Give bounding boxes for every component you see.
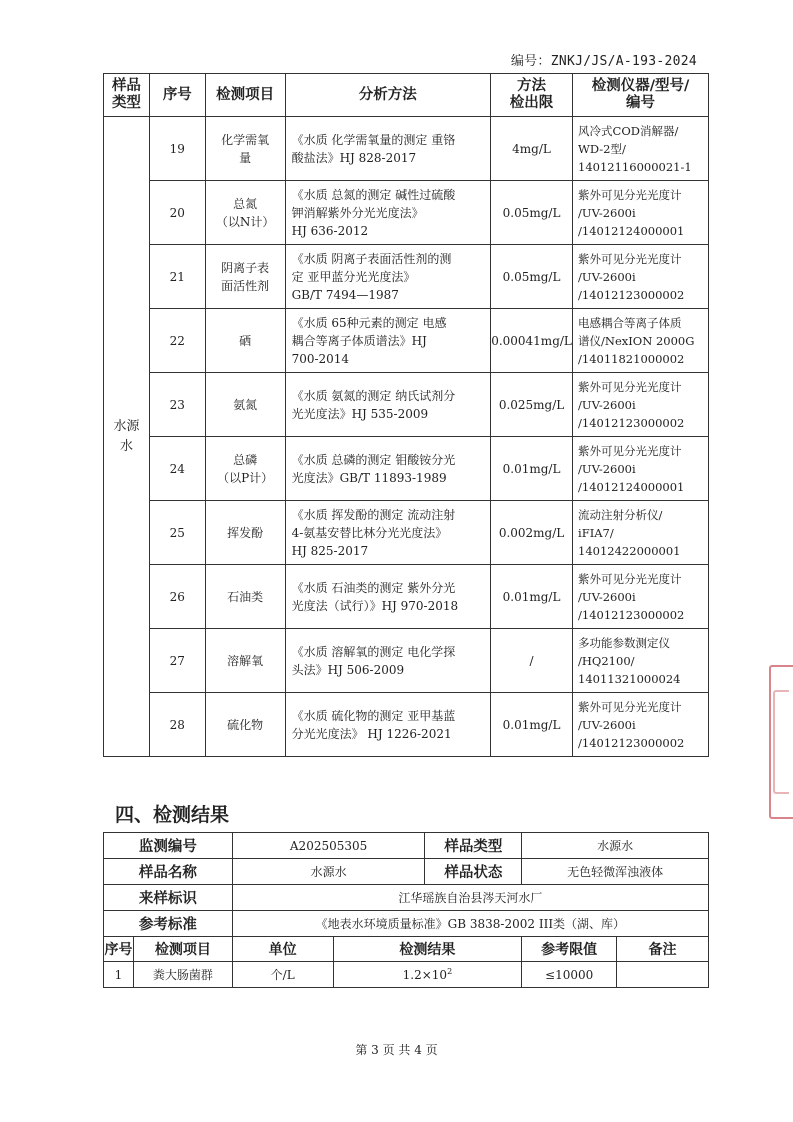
row-instrument: 紫外可见分光光度计 /UV-2600i /14012123000002 — [573, 565, 709, 629]
row-instrument: 紫外可见分光光度计 /UV-2600i /14012123000002 — [573, 693, 709, 757]
row-limit: 0.002mg/L — [491, 501, 573, 565]
result-note — [617, 962, 709, 988]
row-limit: 0.025mg/L — [491, 373, 573, 437]
row-limit: 0.05mg/L — [491, 245, 573, 309]
row-limit: 4mg/L — [491, 117, 573, 181]
method-table — [103, 73, 709, 757]
row-item: 总磷 （以P计） — [205, 437, 285, 501]
sample-type-cell: 水源 水 — [104, 117, 150, 757]
row-method: 《水质 化学需氧量的测定 重铬 酸盐法》HJ 828-2017 — [285, 117, 490, 181]
row-method: 《水质 挥发酚的测定 流动注射 4-氨基安替比林分光光度法》 HJ 825-2017 — [285, 501, 490, 565]
table-row — [104, 117, 709, 181]
sampling-mark-label: 来样标识 — [104, 885, 233, 911]
row-method: 《水质 阴离子表面活性剂的测 定 亚甲蓝分光光度法》 GB/T 7494—1987 — [285, 245, 490, 309]
table-row — [104, 693, 709, 757]
row-instrument: 多功能参数测定仪 /HQ2100/ 14011321000024 — [573, 629, 709, 693]
sample-state-label: 样品状态 — [425, 859, 522, 885]
result-header-note: 备注 — [617, 937, 709, 962]
result-header-seq: 序号 — [104, 937, 134, 962]
seal-stamp-inner-edge — [773, 690, 789, 794]
row-instrument: 流动注射分析仪/ iFIA7/ 14012422000001 — [573, 501, 709, 565]
row-item: 挥发酚 — [205, 501, 285, 565]
row-limit: 0.01mg/L — [491, 693, 573, 757]
row-instrument: 电感耦合等离子体质 谱仪/NexION 2000G /14011821000002 — [573, 309, 709, 373]
result-info-row — [104, 833, 709, 859]
row-item: 总氮 （以N计） — [205, 181, 285, 245]
result-limit: ≤10000 — [522, 962, 617, 988]
result-unit: 个/L — [232, 962, 333, 988]
row-seq: 23 — [149, 373, 205, 437]
row-instrument: 紫外可见分光光度计 /UV-2600i /14012123000002 — [573, 245, 709, 309]
result-seq: 1 — [104, 962, 134, 988]
row-seq: 26 — [149, 565, 205, 629]
row-limit: 0.01mg/L — [491, 437, 573, 501]
sampling-mark-value: 江华瑶族自治县涔天河水厂 — [232, 885, 708, 911]
row-seq: 28 — [149, 693, 205, 757]
header-seq: 序号 — [149, 74, 205, 117]
row-method: 《水质 溶解氧的测定 电化学探 头法》HJ 506-2009 — [285, 629, 490, 693]
table-row — [104, 373, 709, 437]
monitor-no-value: A202505305 — [232, 833, 425, 859]
row-method: 《水质 65种元素的测定 电感 耦合等离子体质谱法》HJ 700-2014 — [285, 309, 490, 373]
row-seq: 19 — [149, 117, 205, 181]
reference-label: 参考标准 — [104, 911, 233, 937]
header-item: 检测项目 — [205, 74, 285, 117]
row-instrument: 紫外可见分光光度计 /UV-2600i /14012124000001 — [573, 437, 709, 501]
table-row — [104, 501, 709, 565]
sample-name-label: 样品名称 — [104, 859, 233, 885]
row-limit: 0.01mg/L — [491, 565, 573, 629]
row-instrument: 风冷式COD消解器/ WD-2型/ 14012116000021-1 — [573, 117, 709, 181]
table-row — [104, 181, 709, 245]
row-method: 《水质 石油类的测定 紫外分光 光度法（试行）》HJ 970-2018 — [285, 565, 490, 629]
table-row — [104, 962, 709, 988]
result-header-item: 检测项目 — [133, 937, 232, 962]
result-header-result: 检测结果 — [333, 937, 522, 962]
row-item: 化学需氧 量 — [205, 117, 285, 181]
row-seq: 25 — [149, 501, 205, 565]
table-row — [104, 245, 709, 309]
row-item: 硫化物 — [205, 693, 285, 757]
row-limit: 0.05mg/L — [491, 181, 573, 245]
row-method: 《水质 总氮的测定 碱性过硫酸 钾消解紫外分光光度法》 HJ 636-2012 — [285, 181, 490, 245]
table-row — [104, 309, 709, 373]
row-limit: / — [491, 629, 573, 693]
sample-state-value: 无色轻微浑浊液体 — [522, 859, 709, 885]
result-info-row — [104, 885, 709, 911]
table-row — [104, 629, 709, 693]
row-item: 溶解氧 — [205, 629, 285, 693]
monitor-no-label: 监测编号 — [104, 833, 233, 859]
result-info-row — [104, 911, 709, 937]
sample-type-label: 样品类型 — [425, 833, 522, 859]
row-seq: 20 — [149, 181, 205, 245]
header-instrument: 检测仪器/型号/ 编号 — [573, 74, 709, 117]
row-instrument: 紫外可见分光光度计 /UV-2600i /14012123000002 — [573, 373, 709, 437]
row-seq: 21 — [149, 245, 205, 309]
result-value — [333, 962, 522, 988]
result-header-row — [104, 937, 709, 962]
row-method: 《水质 氨氮的测定 纳氏试剂分 光光度法》HJ 535-2009 — [285, 373, 490, 437]
result-exponent: 2 — [447, 967, 453, 976]
header-limit: 方法 检出限 — [491, 74, 573, 117]
section-title: 四、检测结果 — [115, 804, 230, 826]
table-row — [104, 565, 709, 629]
reference-value: 《地表水环境质量标准》GB 3838-2002 III类（湖、库） — [232, 911, 708, 937]
result-info-row — [104, 859, 709, 885]
result-base: 1.2×10 — [402, 968, 448, 982]
header-method: 分析方法 — [285, 74, 490, 117]
result-table — [103, 832, 709, 988]
row-instrument: 紫外可见分光光度计 /UV-2600i /14012124000001 — [573, 181, 709, 245]
result-header-limit: 参考限值 — [522, 937, 617, 962]
result-header-unit: 单位 — [232, 937, 333, 962]
table-row — [104, 437, 709, 501]
document-number: 编号：ZNKJ/JS/A-193-2024 — [510, 54, 697, 69]
header-sample-type: 样品 类型 — [104, 74, 150, 117]
sample-type-value: 水源水 — [522, 833, 709, 859]
result-item: 粪大肠菌群 — [133, 962, 232, 988]
row-item: 氨氮 — [205, 373, 285, 437]
row-seq: 27 — [149, 629, 205, 693]
method-table-header — [104, 74, 709, 117]
row-seq: 22 — [149, 309, 205, 373]
row-method: 《水质 总磷的测定 钼酸铵分光 光度法》GB/T 11893-1989 — [285, 437, 490, 501]
sample-name-value: 水源水 — [232, 859, 425, 885]
row-method: 《水质 硫化物的测定 亚甲基蓝 分光光度法》 HJ 1226-2021 — [285, 693, 490, 757]
row-seq: 24 — [149, 437, 205, 501]
row-item: 硒 — [205, 309, 285, 373]
row-item: 石油类 — [205, 565, 285, 629]
row-limit: 0.00041mg/L — [491, 309, 573, 373]
row-item: 阴离子表 面活性剂 — [205, 245, 285, 309]
page-footer: 第 3 页 共 4 页 — [355, 1043, 438, 1057]
